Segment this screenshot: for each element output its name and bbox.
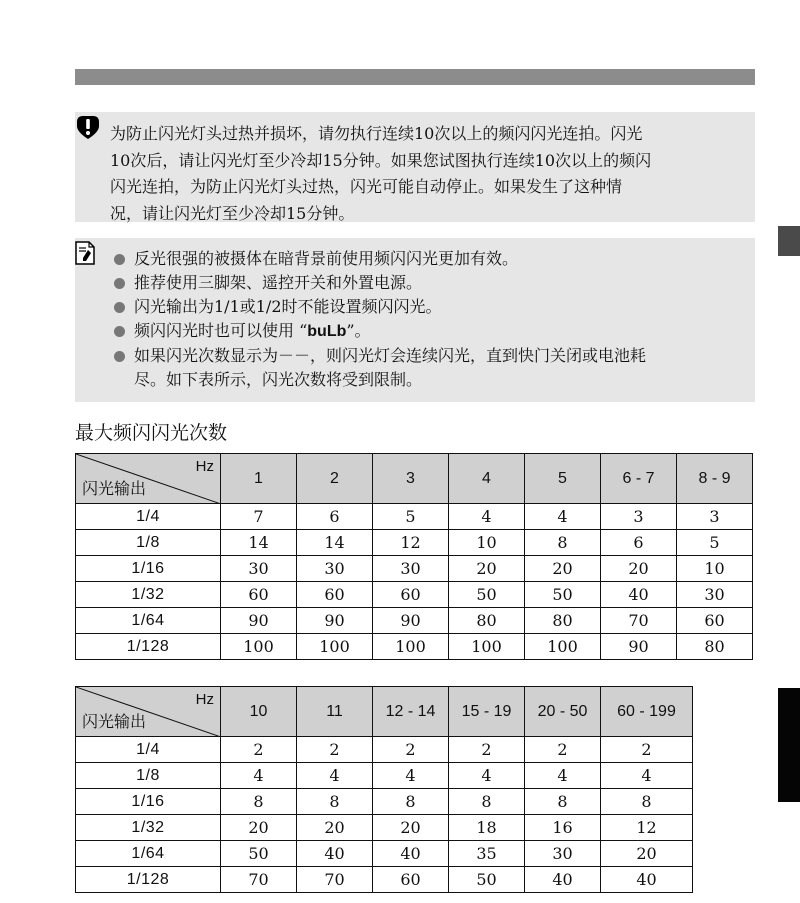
hz-label: Hz [195,458,214,475]
caution-icon [75,114,101,140]
row-label: 1/8 [76,763,221,789]
column-header: 5 [525,454,601,504]
table-cell: 10 [677,556,753,582]
row-label: 1/16 [76,789,221,815]
table-row [76,556,753,582]
table-cell: 70 [297,867,373,893]
table-cell: 8 [525,789,601,815]
table-cell: 60 [297,582,373,608]
table-cell: 4 [449,763,525,789]
table-cell: 90 [297,608,373,634]
table-row [76,582,753,608]
table-cell: 18 [449,815,525,841]
table-row [76,530,753,556]
bullet-icon [114,302,125,313]
note-icon [75,241,95,265]
table-cell: 60 [677,608,753,634]
column-header: 10 [221,687,297,737]
hz-label: Hz [195,691,214,708]
table-cell: 35 [449,841,525,867]
column-header: 11 [297,687,373,737]
row-label: 1/128 [76,634,221,660]
bulb-term: buLb [307,323,347,340]
column-header: 60 - 199 [601,687,693,737]
table-cell: 6 [601,530,677,556]
column-header: 20 - 50 [525,687,601,737]
table-cell: 50 [449,867,525,893]
table-cell: 10 [449,530,525,556]
column-header: 15 - 19 [449,687,525,737]
row-label: 1/4 [76,737,221,763]
column-header: 8 - 9 [677,454,753,504]
table-cell: 2 [373,737,449,763]
table-cell: 2 [525,737,601,763]
table-cell: 14 [221,530,297,556]
table-row [76,789,693,815]
table-cell: 20 [601,841,693,867]
table-cell: 16 [525,815,601,841]
table-cell: 100 [297,634,373,660]
table-cell: 4 [525,504,601,530]
table-cell: 70 [221,867,297,893]
table-cell: 8 [221,789,297,815]
flash-count-table-2 [75,686,693,893]
table-cell: 80 [525,608,601,634]
table-cell: 20 [601,556,677,582]
header-bar [75,69,755,85]
table-cell: 3 [601,504,677,530]
flash-output-label: 闪光输出 [82,712,147,731]
table-cell: 8 [601,789,693,815]
table-cell: 2 [601,737,693,763]
table-cell: 30 [297,556,373,582]
row-label: 1/16 [76,556,221,582]
table-cell: 50 [221,841,297,867]
table-cell: 8 [449,789,525,815]
table-cell: 100 [525,634,601,660]
table-corner-cell [76,454,221,504]
column-header: 12 - 14 [373,687,449,737]
table-cell: 60 [221,582,297,608]
table-cell: 30 [221,556,297,582]
table-cell: 4 [221,763,297,789]
column-header: 2 [297,454,373,504]
table-cell: 30 [525,841,601,867]
table-cell: 4 [601,763,693,789]
row-label: 1/64 [76,841,221,867]
table-row [76,763,693,789]
table-cell: 20 [373,815,449,841]
table-cell: 60 [373,867,449,893]
table-cell: 100 [373,634,449,660]
table-row [76,867,693,893]
table-cell: 40 [297,841,373,867]
note-item: 闪光输出为1/1或1/2时不能设置频闪闪光。 [112,295,745,319]
table-cell: 3 [677,504,753,530]
note-item: 反光很强的被摄体在暗背景前使用频闪闪光更加有效。 [112,247,745,271]
caution-box [75,112,755,222]
table-header-row [76,687,693,737]
table-cell: 40 [373,841,449,867]
table-cell: 5 [373,504,449,530]
table-cell: 5 [677,530,753,556]
table-cell: 80 [449,608,525,634]
row-label: 1/4 [76,504,221,530]
table-cell: 7 [221,504,297,530]
row-label: 1/64 [76,608,221,634]
bullet-icon [114,351,125,362]
table-cell: 4 [297,763,373,789]
table-cell: 100 [449,634,525,660]
table-cell: 4 [525,763,601,789]
column-header: 4 [449,454,525,504]
table-cell: 70 [601,608,677,634]
row-label: 1/128 [76,867,221,893]
caution-text [110,121,741,227]
table-row [76,504,753,530]
table-cell: 8 [373,789,449,815]
note-item: 推荐使用三脚架、遥控开关和外置电源。 [112,271,745,295]
table-cell: 90 [601,634,677,660]
bullet-icon [114,278,125,289]
table-cell: 30 [373,556,449,582]
table-row [76,608,753,634]
table-cell: 20 [221,815,297,841]
table-row [76,841,693,867]
note-item: 频闪闪光时也可以使用 “buLb”。 [112,319,745,344]
table-cell: 4 [449,504,525,530]
side-index-tab [778,226,800,256]
table-cell: 2 [221,737,297,763]
row-label: 1/32 [76,582,221,608]
column-header: 1 [221,454,297,504]
side-chapter-tab [778,688,800,802]
table-row [76,815,693,841]
caution-line: 闪光连拍，为防止闪光灯头过热，闪光可能自动停止。如果发生了这种情 [110,177,623,196]
bullet-icon [114,254,125,265]
table-cell: 50 [449,582,525,608]
caution-line: 为防止闪光灯头过热并损坏，请勿执行连续10次以上的频闪闪光连拍。闪光 [110,124,643,143]
table-cell: 20 [525,556,601,582]
note-list [112,247,745,392]
row-label: 1/32 [76,815,221,841]
table-cell: 80 [677,634,753,660]
table-header-row [76,454,753,504]
table-cell: 4 [373,763,449,789]
flash-output-label: 闪光输出 [82,479,147,498]
table-cell: 6 [297,504,373,530]
table-cell: 20 [449,556,525,582]
table-cell: 12 [601,815,693,841]
caution-line: 10次后，请让闪光灯至少冷却15分钟。如果您试图执行连续10次以上的频闪 [110,150,652,170]
bullet-icon [114,326,125,337]
table-cell: 60 [373,582,449,608]
table-cell: 8 [297,789,373,815]
table-cell: 8 [525,530,601,556]
column-header: 6 - 7 [601,454,677,504]
table-cell: 2 [449,737,525,763]
table-cell: 100 [221,634,297,660]
note-item: 如果闪光次数显示为－－，则闪光灯会连续闪光，直到快门关闭或电池耗 尽。如下表所示，闪光次数将受到限制。 [112,344,745,392]
note-box [75,238,755,402]
caution-line: 况，请让闪光灯至少冷却15分钟。 [110,203,355,223]
table-cell: 12 [373,530,449,556]
table-row [76,634,753,660]
table-cell: 30 [677,582,753,608]
section-title: 最大频闪闪光次数 [75,422,228,444]
column-header: 3 [373,454,449,504]
table-cell: 90 [221,608,297,634]
table-cell: 90 [373,608,449,634]
flash-count-table-1 [75,453,753,660]
table-corner-cell [76,687,221,737]
table-cell: 40 [525,867,601,893]
table-cell: 40 [601,867,693,893]
table-cell: 14 [297,530,373,556]
row-label: 1/8 [76,530,221,556]
table-row [76,737,693,763]
table-cell: 2 [297,737,373,763]
table-cell: 50 [525,582,601,608]
table-cell: 20 [297,815,373,841]
table-cell: 40 [601,582,677,608]
